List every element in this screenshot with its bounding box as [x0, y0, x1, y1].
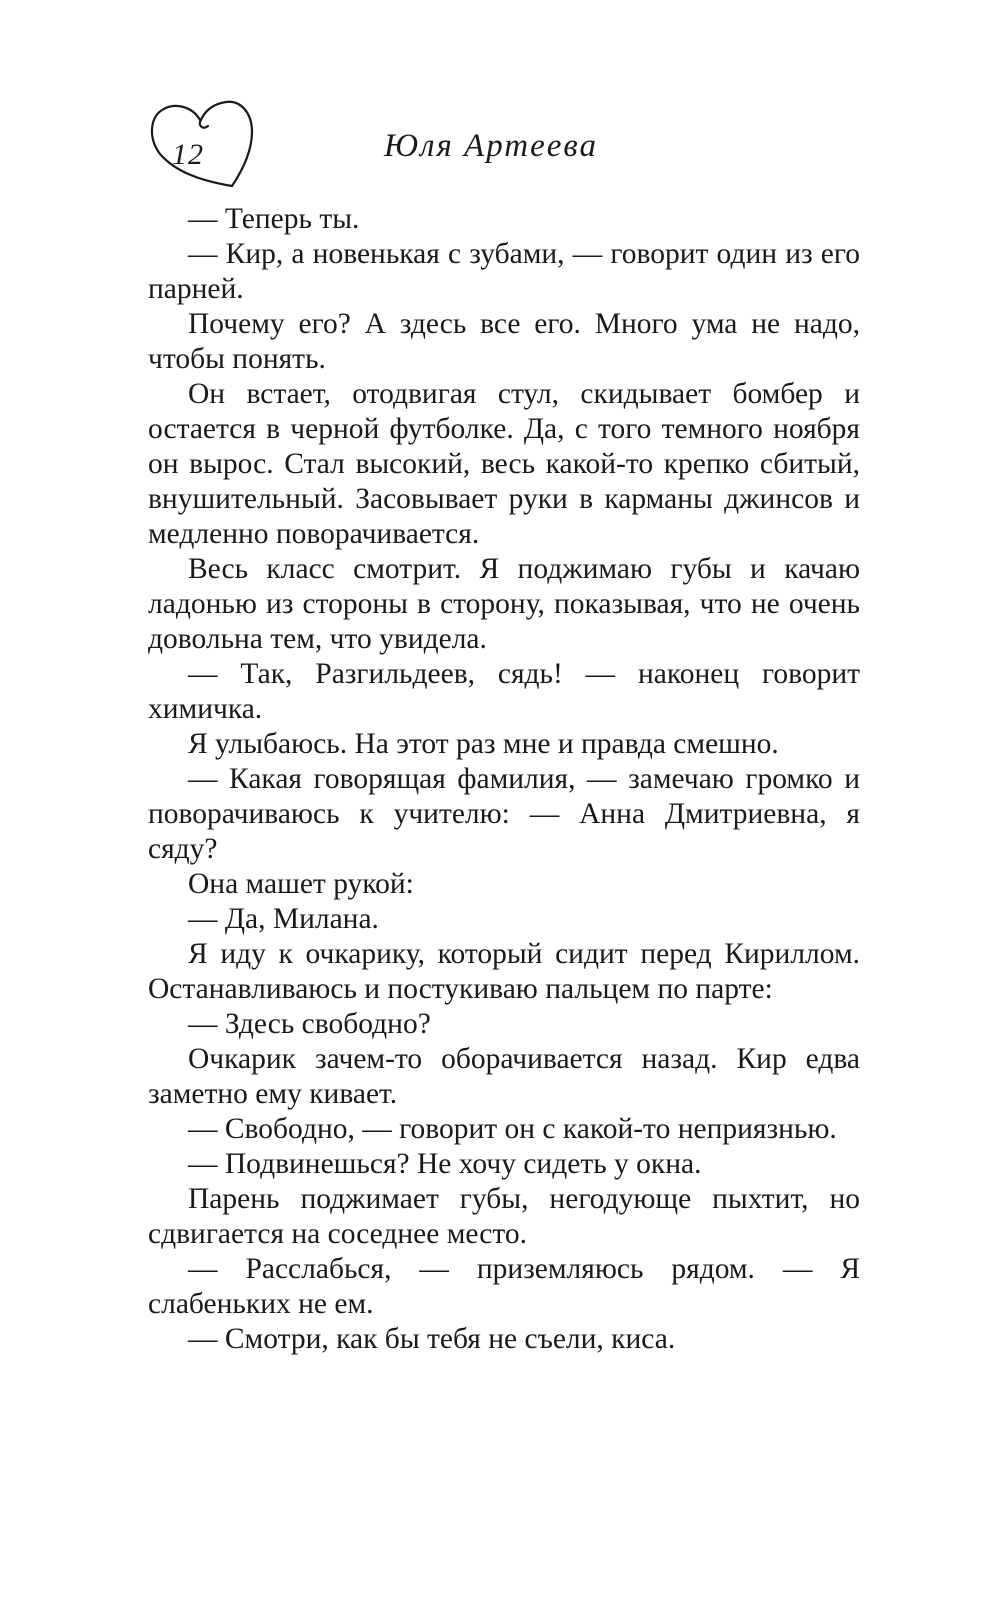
paragraph: Весь класс смотрит. Я поджимаю губы и качаю ладонью из стороны в сторону, показывая, что не очень довольна тем, что увидела. — [148, 553, 860, 655]
author-name: Юля Артеева — [384, 128, 598, 164]
page-number: 12 — [172, 138, 204, 171]
paragraph: — Смотри, как бы тебя не съели, киса. — [188, 1323, 676, 1355]
paragraph: — Какая говорящая фамилия, — замечаю громко и поворачиваюсь к учителю: — Анна Дмитриевна, я сяду? — [148, 763, 860, 865]
paragraph: — Свободно, — говорит он с какой-то неприязнью. — [188, 1113, 837, 1145]
paragraph: — Так, Разгильдеев, сядь! — наконец говорит химичка. — [148, 658, 860, 725]
paragraph: — Расслабься, — приземляюсь рядом. — Я слабеньких не ем. — [148, 1253, 860, 1320]
running-header — [148, 98, 868, 198]
paragraph: — Подвинешься? Не хочу сидеть у окна. — [188, 1148, 702, 1180]
paragraph: Я улыбаюсь. На этот раз мне и правда смешно. — [188, 728, 779, 760]
paragraph: Очкарик зачем-то оборачивается назад. Кир едва заметно ему кивает. — [148, 1043, 860, 1110]
heart-icon — [148, 98, 260, 190]
paragraph: — Кир, а новенькая с зубами, — говорит один из его парней. — [148, 238, 860, 305]
paragraph: — Да, Милана. — [188, 903, 379, 935]
paragraph: Почему его? А здесь все его. Много ума не надо, чтобы понять. — [148, 308, 860, 375]
paragraph: Она машет рукой: — [188, 868, 414, 900]
body-text — [148, 202, 860, 1357]
paragraph: Парень поджимает губы, негодующе пыхтит, но сдвигается на соседнее место. — [148, 1183, 860, 1250]
paragraph: Я иду к очкарику, который сидит перед Кириллом. Останавливаюсь и постукиваю пальцем по парте: — [148, 938, 860, 1005]
paragraph: — Теперь ты. — [188, 203, 360, 235]
paragraph: — Здесь свободно? — [188, 1008, 431, 1040]
paragraph: Он встает, отодвигая стул, скидывает бомбер и остается в черной футболке. Да, с того темного ноября он вырос. Стал высокий, весь какой-то крепко сбитый, внушительный. Засовывает руки в карманы джинсов и медленно поворачивается. — [148, 378, 860, 550]
